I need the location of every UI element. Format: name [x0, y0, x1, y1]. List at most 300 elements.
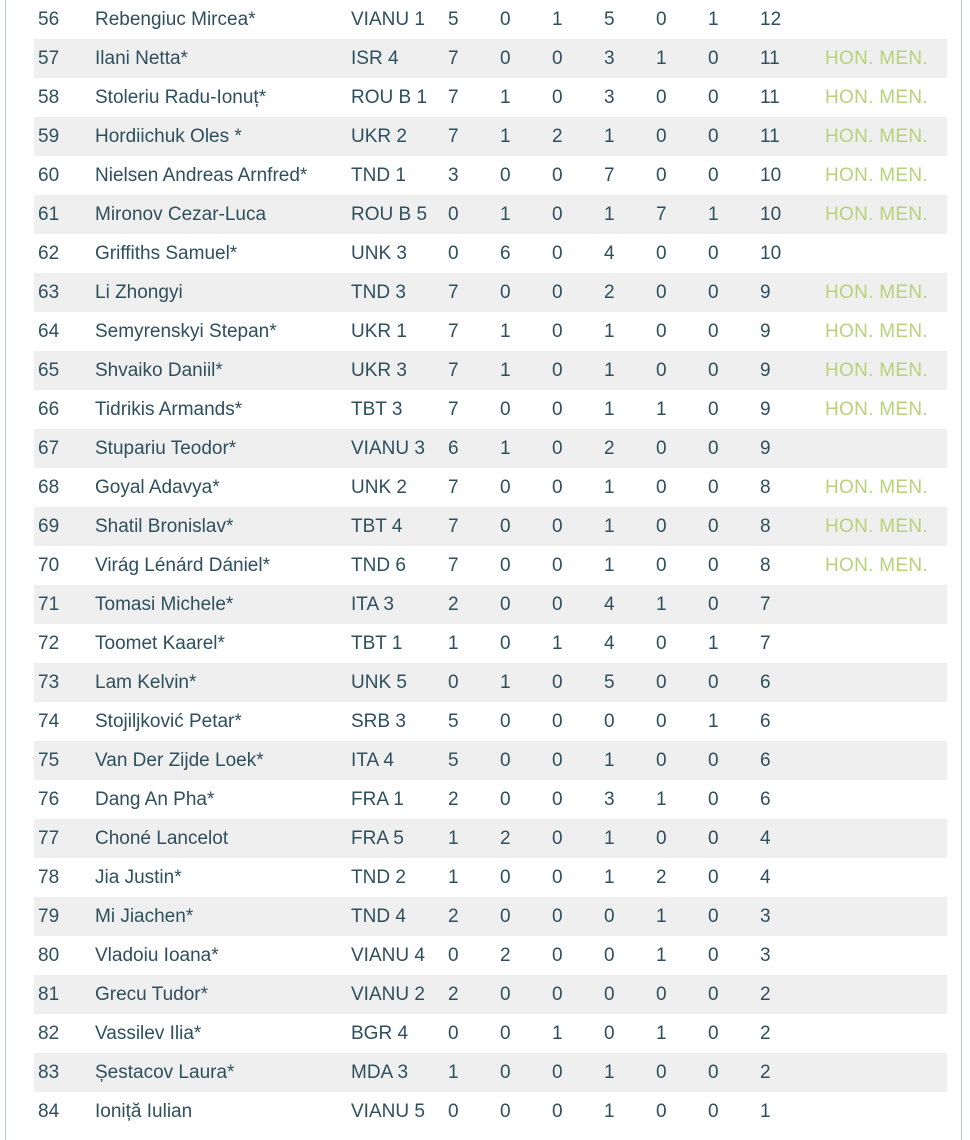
problem-6-score: 0 [708, 273, 760, 312]
problem-1-score: 7 [448, 398, 459, 420]
team-cell: ROU B 5 [351, 195, 448, 234]
team-cell: VIANU 5 [351, 1100, 425, 1122]
team-cell: UKR 2 [351, 117, 448, 156]
problem-6-score: 0 [708, 975, 760, 1014]
problem-6-score: 0 [708, 1100, 719, 1122]
total-score: 12 [760, 8, 782, 30]
team-cell: TND 1 [351, 164, 406, 186]
problem-2-score: 0 [500, 273, 552, 312]
total-score: 11 [760, 39, 819, 78]
rank-cell: 60 [38, 164, 60, 186]
problem-1-score: 7 [448, 476, 459, 498]
problem-1-score: 5 [448, 8, 459, 30]
award-cell: HON. MEN. [825, 398, 928, 420]
problem-3-score: 0 [552, 86, 563, 108]
problem-4-score: 1 [604, 819, 656, 858]
problem-3-score: 0 [552, 195, 604, 234]
problem-2-score: 0 [500, 507, 552, 546]
name-cell: Stoleriu Radu-Ionuț* [95, 86, 267, 108]
problem-5-score: 0 [656, 242, 667, 264]
problem-3-score: 1 [552, 1022, 563, 1044]
name-cell: Shatil Bronislav* [95, 507, 351, 546]
name-cell: Li Zhongyi [95, 273, 351, 312]
problem-5-score: 1 [656, 944, 667, 966]
table-row [34, 546, 947, 585]
rank-cell: 67 [34, 429, 95, 468]
award-cell [819, 702, 947, 741]
rank-cell: 61 [34, 195, 95, 234]
problem-5-score: 1 [656, 398, 667, 420]
problem-1-score: 7 [448, 86, 459, 108]
table-row [34, 0, 947, 39]
problem-1-score: 7 [448, 320, 459, 342]
team-cell: TBT 3 [351, 398, 403, 420]
name-cell: Grecu Tudor* [95, 975, 351, 1014]
table-row [34, 195, 947, 234]
problem-5-score: 0 [656, 8, 667, 30]
problem-5-score: 0 [656, 320, 667, 342]
problem-4-score: 0 [604, 944, 615, 966]
problem-4-score: 3 [604, 86, 615, 108]
table-row [34, 858, 947, 897]
award-cell: HON. MEN. [825, 320, 928, 342]
problem-3-score: 0 [552, 1100, 563, 1122]
table-row [34, 702, 947, 741]
name-cell: Tidrikis Armands* [95, 398, 243, 420]
total-score: 6 [760, 788, 771, 810]
problem-1-score: 2 [448, 585, 500, 624]
problem-3-score: 0 [552, 663, 604, 702]
problem-5-score: 0 [656, 476, 667, 498]
total-score: 11 [760, 117, 819, 156]
problem-5-score: 0 [656, 273, 708, 312]
award-cell [819, 780, 947, 819]
table-row [34, 624, 947, 663]
problem-6-score: 1 [708, 195, 760, 234]
problem-3-score: 0 [552, 273, 604, 312]
problem-3-score: 0 [552, 39, 604, 78]
name-cell: Toomet Kaarel* [95, 632, 225, 654]
problem-5-score: 0 [656, 507, 708, 546]
problem-1-score: 7 [448, 117, 500, 156]
problem-2-score: 0 [500, 710, 511, 732]
rank-cell: 59 [34, 117, 95, 156]
problem-2-score: 0 [500, 164, 511, 186]
problem-1-score: 0 [448, 1022, 459, 1044]
rank-cell: 79 [34, 897, 95, 936]
rank-cell: 71 [34, 585, 95, 624]
problem-4-score: 1 [604, 554, 615, 576]
problem-3-score: 0 [552, 429, 604, 468]
problem-1-score: 0 [448, 195, 500, 234]
problem-2-score: 1 [500, 351, 552, 390]
table-row [34, 351, 947, 390]
problem-1-score: 1 [448, 819, 500, 858]
total-score: 9 [760, 320, 771, 342]
table-row [34, 1092, 947, 1131]
award-cell: HON. MEN. [819, 117, 947, 156]
problem-5-score: 1 [656, 585, 708, 624]
team-cell: VIANU 2 [351, 975, 448, 1014]
team-cell: UNK 3 [351, 242, 407, 264]
problem-4-score: 1 [604, 1100, 615, 1122]
team-cell: UNK 5 [351, 663, 448, 702]
problem-2-score: 1 [500, 195, 552, 234]
problem-2-score: 1 [500, 117, 552, 156]
problem-3-score: 0 [552, 788, 563, 810]
total-score: 10 [760, 195, 819, 234]
table-row [34, 780, 947, 819]
team-cell: TBT 1 [351, 632, 403, 654]
problem-6-score: 0 [708, 242, 719, 264]
problem-2-score: 0 [500, 741, 552, 780]
problem-1-score: 5 [448, 710, 459, 732]
team-cell: MDA 3 [351, 1053, 448, 1092]
total-score: 9 [760, 351, 819, 390]
table-row [34, 1014, 947, 1053]
problem-5-score: 1 [656, 1022, 667, 1044]
problem-3-score: 0 [552, 554, 563, 576]
table-row [34, 975, 947, 1014]
problem-1-score: 2 [448, 897, 500, 936]
award-cell [819, 975, 947, 1014]
problem-6-score: 0 [708, 164, 719, 186]
table-row [34, 741, 947, 780]
problem-3-score: 0 [552, 242, 563, 264]
name-cell: Ioniță Iulian [95, 1100, 193, 1122]
problem-1-score: 7 [448, 273, 500, 312]
problem-5-score: 0 [656, 429, 708, 468]
name-cell: Ilani Netta* [95, 39, 351, 78]
problem-1-score: 6 [448, 429, 500, 468]
name-cell: Dang An Pha* [95, 788, 215, 810]
total-score: 3 [760, 897, 819, 936]
problem-6-score: 0 [708, 86, 719, 108]
table-row [34, 273, 947, 312]
problem-4-score: 4 [604, 632, 615, 654]
award-cell: HON. MEN. [819, 195, 947, 234]
rank-cell: 81 [34, 975, 95, 1014]
team-cell: UKR 1 [351, 320, 407, 342]
team-cell: TND 2 [351, 866, 406, 888]
problem-5-score: 1 [656, 788, 667, 810]
team-cell: UNK 2 [351, 476, 407, 498]
award-cell [819, 663, 947, 702]
problem-3-score: 0 [552, 585, 604, 624]
rank-cell: 70 [38, 554, 60, 576]
problem-2-score: 0 [500, 554, 511, 576]
problem-2-score: 0 [500, 1022, 511, 1044]
problem-6-score: 0 [708, 663, 760, 702]
problem-4-score: 0 [604, 1022, 615, 1044]
team-cell: SRB 3 [351, 710, 406, 732]
name-cell: Șestacov Laura* [95, 1053, 351, 1092]
team-cell: FRA 5 [351, 819, 448, 858]
table-row [34, 819, 947, 858]
total-score: 9 [760, 398, 771, 420]
problem-1-score: 2 [448, 788, 459, 810]
problem-5-score: 0 [656, 351, 708, 390]
total-score: 10 [760, 242, 782, 264]
problem-6-score: 0 [708, 897, 760, 936]
problem-3-score: 0 [552, 320, 563, 342]
problem-2-score: 0 [500, 398, 511, 420]
problem-5-score: 0 [656, 741, 708, 780]
rank-cell: 69 [34, 507, 95, 546]
problem-2-score: 1 [500, 663, 552, 702]
problem-5-score: 0 [656, 86, 667, 108]
team-cell: ISR 4 [351, 39, 448, 78]
results-table-body [34, 0, 947, 1131]
problem-4-score: 1 [604, 866, 615, 888]
rank-cell: 78 [38, 866, 60, 888]
problem-5-score: 2 [656, 866, 667, 888]
problem-5-score: 0 [656, 632, 667, 654]
rank-cell: 72 [38, 632, 60, 654]
table-row [34, 468, 947, 507]
problem-4-score: 1 [604, 507, 656, 546]
problem-1-score: 7 [448, 554, 459, 576]
award-cell [819, 936, 947, 975]
award-cell: HON. MEN. [825, 554, 928, 576]
total-score: 2 [760, 1022, 771, 1044]
name-cell: Nielsen Andreas Arnfred* [95, 164, 308, 186]
problem-3-score: 0 [552, 866, 563, 888]
problem-1-score: 1 [448, 632, 459, 654]
table-row [34, 1053, 947, 1092]
problem-3-score: 0 [552, 710, 563, 732]
problem-4-score: 0 [604, 897, 656, 936]
problem-6-score: 0 [708, 788, 719, 810]
problem-5-score: 1 [656, 39, 708, 78]
problem-4-score: 2 [604, 273, 656, 312]
problem-5-score: 0 [656, 819, 708, 858]
total-score: 11 [760, 86, 780, 108]
problem-4-score: 1 [604, 1053, 656, 1092]
award-cell [819, 1092, 947, 1131]
name-cell: Griffiths Samuel* [95, 242, 238, 264]
problem-1-score: 2 [448, 975, 500, 1014]
problem-4-score: 7 [604, 164, 615, 186]
results-table [34, 0, 947, 1131]
total-score: 9 [760, 429, 819, 468]
problem-4-score: 1 [604, 117, 656, 156]
problem-2-score: 0 [500, 897, 552, 936]
table-row [34, 234, 947, 273]
problem-5-score: 7 [656, 195, 708, 234]
rank-cell: 64 [38, 320, 60, 342]
total-score: 6 [760, 663, 819, 702]
rank-cell: 82 [38, 1022, 60, 1044]
problem-4-score: 0 [604, 975, 656, 1014]
table-row [34, 156, 947, 195]
problem-6-score: 0 [708, 1053, 760, 1092]
award-cell: HON. MEN. [819, 351, 947, 390]
problem-4-score: 1 [604, 398, 615, 420]
total-score: 7 [760, 585, 819, 624]
rank-cell: 75 [34, 741, 95, 780]
name-cell: Rebengiuc Mircea* [95, 8, 256, 30]
total-score: 1 [760, 1100, 771, 1122]
team-cell: VIANU 3 [351, 429, 448, 468]
award-cell [819, 429, 947, 468]
problem-3-score: 0 [552, 1053, 604, 1092]
name-cell: Jia Justin* [95, 866, 182, 888]
problem-5-score: 0 [656, 663, 708, 702]
problem-3-score: 0 [552, 476, 563, 498]
problem-6-score: 0 [708, 429, 760, 468]
problem-2-score: 1 [500, 429, 552, 468]
team-cell: ITA 4 [351, 741, 448, 780]
problem-6-score: 0 [708, 320, 719, 342]
award-cell [819, 858, 947, 897]
problem-3-score: 2 [552, 117, 604, 156]
name-cell: Semyrenskyi Stepan* [95, 320, 277, 342]
problem-2-score: 2 [500, 944, 511, 966]
problem-4-score: 5 [604, 8, 615, 30]
award-cell: HON. MEN. [819, 507, 947, 546]
problem-1-score: 0 [448, 663, 500, 702]
problem-3-score: 0 [552, 351, 604, 390]
total-score: 3 [760, 944, 771, 966]
problem-4-score: 3 [604, 39, 656, 78]
table-row [34, 312, 947, 351]
problem-1-score: 7 [448, 351, 500, 390]
table-row [34, 897, 947, 936]
team-cell: TND 6 [351, 554, 406, 576]
problem-1-score: 0 [448, 1100, 459, 1122]
problem-6-score: 1 [708, 8, 719, 30]
name-cell: Stojiljković Petar* [95, 710, 242, 732]
problem-5-score: 0 [656, 975, 708, 1014]
problem-4-score: 4 [604, 242, 615, 264]
award-cell [819, 741, 947, 780]
award-cell: HON. MEN. [825, 164, 928, 186]
award-cell: HON. MEN. [819, 273, 947, 312]
award-cell: HON. MEN. [819, 39, 947, 78]
table-row [34, 663, 947, 702]
problem-4-score: 1 [604, 195, 656, 234]
award-cell [819, 585, 947, 624]
problem-2-score: 0 [500, 866, 511, 888]
team-cell: VIANU 1 [351, 8, 425, 30]
problem-6-score: 0 [708, 944, 719, 966]
rank-cell: 62 [38, 242, 60, 264]
problem-2-score: 1 [500, 320, 511, 342]
table-row [34, 78, 947, 117]
total-score: 9 [760, 273, 819, 312]
total-score: 6 [760, 710, 771, 732]
problem-5-score: 1 [656, 897, 708, 936]
problem-3-score: 0 [552, 398, 563, 420]
rank-cell: 80 [38, 944, 60, 966]
team-cell: TND 4 [351, 897, 448, 936]
problem-6-score: 0 [708, 741, 760, 780]
rank-cell: 56 [38, 8, 60, 30]
problem-1-score: 1 [448, 1053, 500, 1092]
problem-5-score: 0 [656, 164, 667, 186]
problem-3-score: 0 [552, 164, 563, 186]
problem-2-score: 0 [500, 1100, 511, 1122]
problem-5-score: 0 [656, 1053, 708, 1092]
problem-2-score: 0 [500, 632, 511, 654]
total-score: 4 [760, 819, 819, 858]
total-score: 7 [760, 632, 771, 654]
name-cell: Shvaiko Daniil* [95, 351, 351, 390]
problem-6-score: 0 [708, 554, 719, 576]
problem-2-score: 0 [500, 585, 552, 624]
name-cell: Vladoiu Ioana* [95, 944, 219, 966]
problem-3-score: 0 [552, 897, 604, 936]
award-cell [819, 1014, 947, 1053]
results-panel [5, 0, 962, 1140]
team-cell: BGR 4 [351, 1022, 409, 1044]
table-row [34, 117, 947, 156]
problem-6-score: 0 [708, 39, 760, 78]
rank-cell: 76 [38, 788, 60, 810]
problem-6-score: 0 [708, 585, 760, 624]
rank-cell: 74 [38, 710, 60, 732]
problem-2-score: 0 [500, 39, 552, 78]
team-cell: ROU B 1 [351, 86, 428, 108]
problem-6-score: 1 [708, 710, 719, 732]
problem-4-score: 5 [604, 663, 656, 702]
problem-2-score: 0 [500, 8, 511, 30]
award-cell: HON. MEN. [825, 86, 928, 108]
problem-3-score: 1 [552, 8, 563, 30]
total-score: 8 [760, 476, 771, 498]
name-cell: Vassilev Ilia* [95, 1022, 202, 1044]
table-row [34, 429, 947, 468]
rank-cell: 77 [34, 819, 95, 858]
total-score: 2 [760, 975, 819, 1014]
total-score: 8 [760, 554, 771, 576]
problem-3-score: 1 [552, 632, 563, 654]
problem-1-score: 7 [448, 39, 500, 78]
problem-2-score: 0 [500, 975, 552, 1014]
problem-3-score: 0 [552, 507, 604, 546]
problem-4-score: 1 [604, 351, 656, 390]
problem-3-score: 0 [552, 741, 604, 780]
problem-6-score: 0 [708, 476, 719, 498]
award-cell [819, 234, 947, 273]
award-cell [819, 819, 947, 858]
rank-cell: 84 [38, 1100, 60, 1122]
team-cell: TND 3 [351, 273, 448, 312]
name-cell: Virág Lénárd Dániel* [95, 554, 270, 576]
name-cell: Mi Jiachen* [95, 897, 351, 936]
rank-cell: 65 [34, 351, 95, 390]
problem-6-score: 1 [708, 632, 719, 654]
name-cell: Stupariu Teodor* [95, 429, 351, 468]
problem-5-score: 0 [656, 1100, 667, 1122]
team-cell: TBT 4 [351, 507, 448, 546]
name-cell: Goyal Adavya* [95, 476, 220, 498]
award-cell [819, 0, 947, 39]
name-cell: Van Der Zijde Loek* [95, 741, 351, 780]
total-score: 10 [760, 164, 782, 186]
problem-4-score: 1 [604, 320, 615, 342]
name-cell: Lam Kelvin* [95, 663, 351, 702]
team-cell: UKR 3 [351, 351, 448, 390]
team-cell: VIANU 4 [351, 944, 425, 966]
problem-4-score: 0 [604, 710, 615, 732]
problem-2-score: 1 [500, 86, 511, 108]
problem-6-score: 0 [708, 351, 760, 390]
problem-5-score: 0 [656, 117, 708, 156]
award-cell [819, 624, 947, 663]
rank-cell: 73 [34, 663, 95, 702]
